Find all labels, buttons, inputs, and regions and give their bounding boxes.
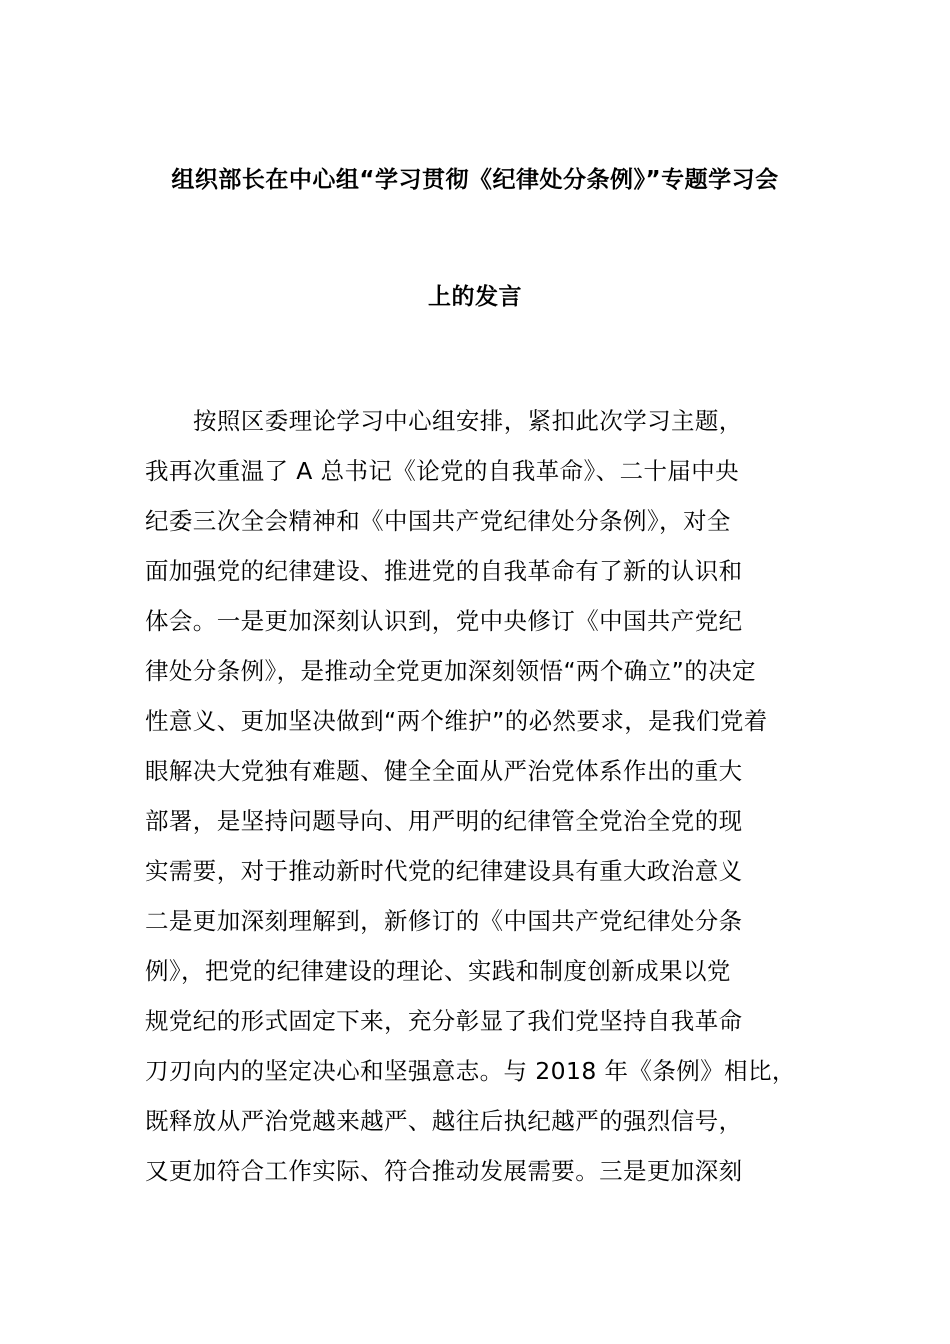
body-line-1: 按照区委理论学习中心组安排，紧扣此次学习主题， — [193, 407, 743, 435]
body-line-16: 又更加符合工作实际、符合推动发展需要。三是更加深刻 — [145, 1157, 743, 1185]
body-line-13: 规党纪的形式固定下来，充分彰显了我们党坚持自我革命 — [145, 1007, 743, 1035]
body-line-5: 体会。一是更加深刻认识到，党中央修订《中国共产党纪 — [145, 607, 743, 635]
body-line-6: 律处分条例》，是推动全党更加深刻领悟“两个确立”的决定 — [145, 657, 756, 685]
body-line-10: 实需要，对于推动新时代党的纪律建设具有重大政治意义 — [145, 857, 743, 885]
body-line-15: 既释放从严治党越来越严、越往后执纪越严的强烈信号， — [145, 1107, 743, 1135]
body-line-2: 我再次重温了 A 总书记《论党的自我革命》、二十届中央 — [145, 457, 740, 485]
body-line-11: 二是更加深刻理解到，新修订的《中国共产党纪律处分条 — [145, 907, 743, 935]
body-line-3: 纪委三次全会精神和《中国共产党纪律处分条例》，对全 — [145, 507, 731, 535]
body-line-14: 刀刃向内的坚定决心和坚强意志。与 2018 年《条例》相比， — [145, 1057, 796, 1085]
body-line-4: 面加强党的纪律建设、推进党的自我革命有了新的认识和 — [145, 557, 743, 585]
body-line-9: 部署，是坚持问题导向、用严明的纪律管全党治全党的现 — [145, 807, 743, 835]
document-title-line-1: 组织部长在中心组“学习贯彻《纪律处分条例》”专题学习会 — [171, 167, 779, 193]
body-line-8: 眼解决大党独有难题、健全全面从严治党体系作出的重大 — [145, 757, 743, 785]
body-line-7: 性意义、更加坚决做到“两个维护”的必然要求，是我们党着 — [145, 707, 768, 735]
body-line-12: 例》，把党的纪律建设的理论、实践和制度创新成果以党 — [145, 957, 731, 985]
document-title-line-2: 上的发言 — [428, 284, 522, 310]
